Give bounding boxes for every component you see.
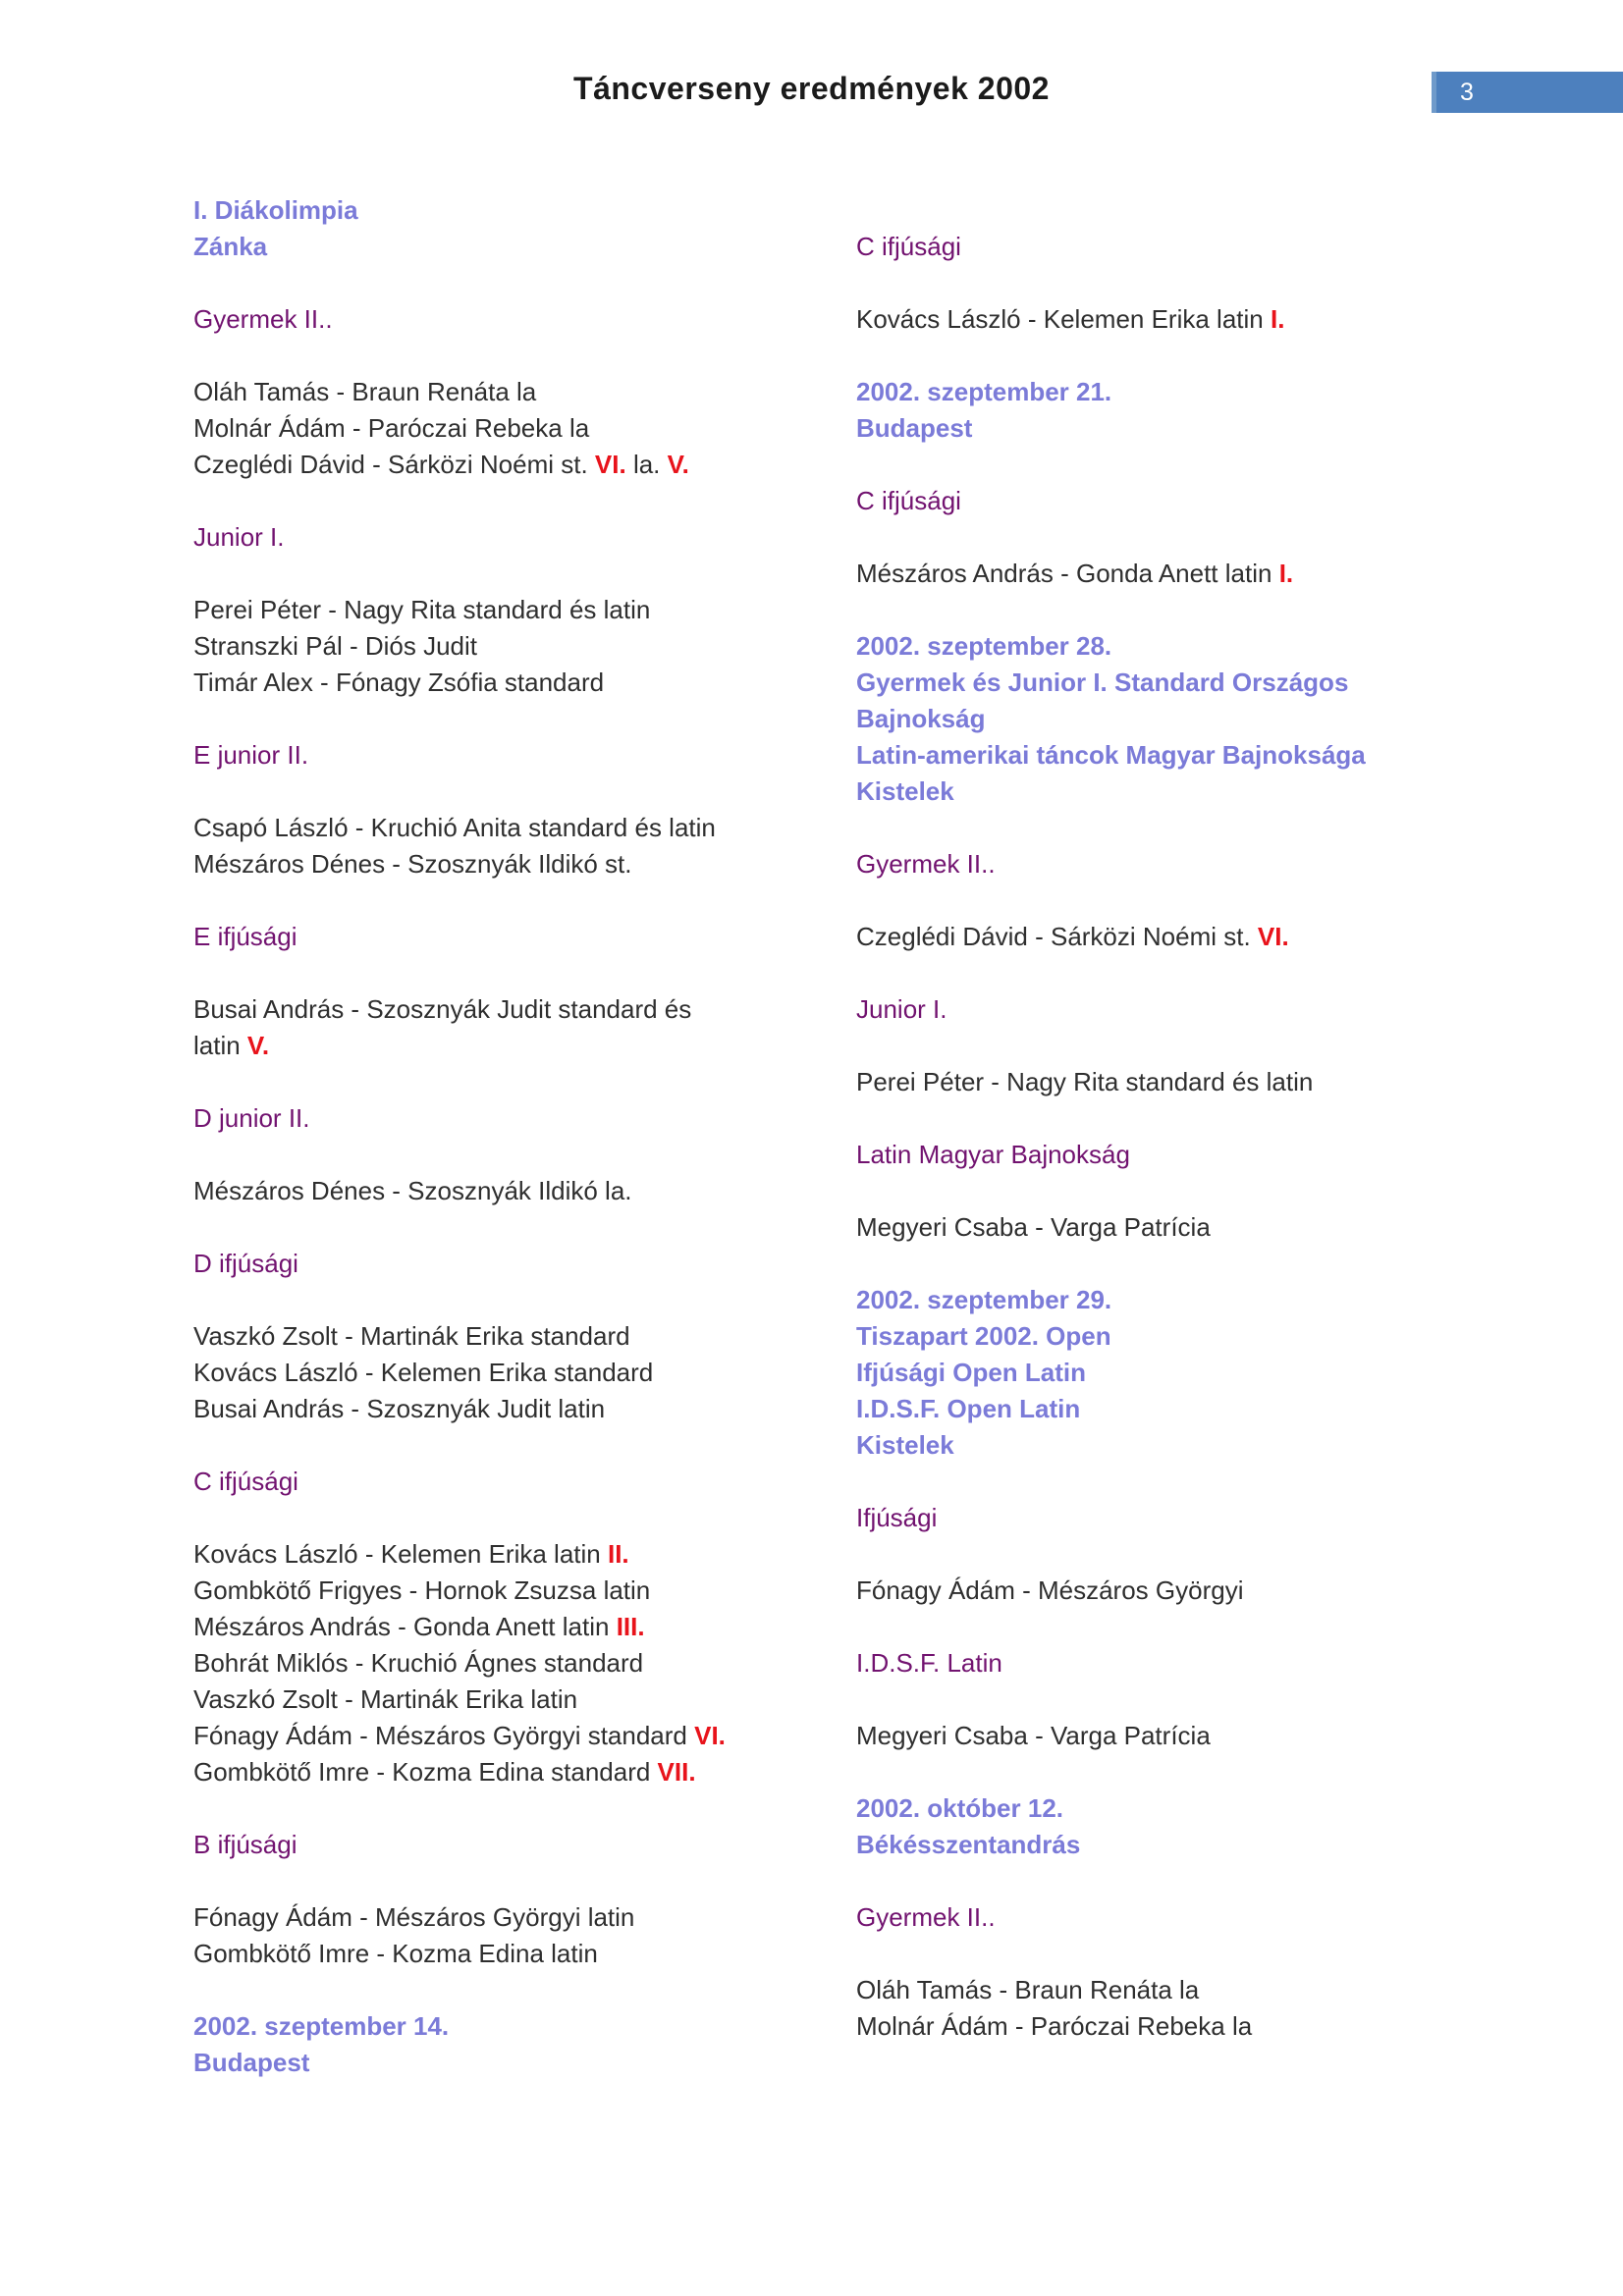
event-heading-block [856,628,1504,810]
placement-numeral: I. [1278,559,1294,588]
text-span: Mészáros András - Gonda Anett latin [193,1612,617,1641]
text-span: Czeglédi Dávid - Sárközi Noémi st. [193,450,595,479]
result-line [193,991,802,1028]
text-span: Ifjúsági Open Latin [856,1358,1087,1387]
category-heading-block [856,1899,1504,1936]
category-heading [193,519,802,556]
category-heading [193,1246,802,1282]
event-heading-line [856,1391,1504,1427]
result-line [856,1064,1504,1100]
category-heading [193,919,802,955]
text-span: Latin-amerikai táncok Magyar Bajnoksága [856,740,1366,770]
text-span: Budapest [193,2048,310,2077]
category-heading-block [193,519,802,556]
text-span: Bohrát Miklós - Kruchió Ágnes standard [193,1648,644,1678]
text-span: Mészáros Dénes - Szosznyák Ildikó la. [193,1176,632,1205]
category-heading [193,1827,802,1863]
placement-numeral: V. [246,1031,270,1060]
text-span: Czeglédi Dávid - Sárközi Noémi st. [856,922,1258,951]
text-span: Megyeri Csaba - Varga Patrícia [856,1212,1211,1242]
text-span: Békésszentandrás [856,1830,1081,1859]
text-span: Zánka [193,232,268,261]
placement-numeral: III. [616,1612,645,1641]
event-heading-line [856,1427,1504,1464]
category-heading-block [193,737,802,774]
result-line [193,1391,802,1427]
result-line [856,919,1504,955]
text-span: Molnár Ádám - Paróczai Rebeka la [193,413,590,443]
category-heading [856,1137,1504,1173]
text-span: E ifjúsági [193,922,298,951]
text-span: Budapest [856,413,973,443]
event-heading-block [856,374,1504,447]
category-heading-block [856,1500,1504,1536]
text-span: Vaszkó Zsolt - Martinák Erika latin [193,1684,578,1714]
text-span: Fónagy Ádám - Mészáros Györgyi [856,1575,1244,1605]
category-heading [193,1464,802,1500]
text-span: Gyermek II.. [856,849,996,879]
results-block [193,1899,802,1972]
category-heading [193,737,802,774]
text-span: Gyermek II.. [856,1902,996,1932]
text-span: Kistelek [856,1430,954,1460]
category-heading [856,483,1504,519]
placement-numeral: VI. [594,450,626,479]
results-block [856,301,1504,338]
event-heading-block [193,192,802,265]
category-heading-block [193,1464,802,1500]
result-line [193,1718,802,1754]
results-block [856,1972,1504,2045]
text-span: Junior I. [856,994,947,1024]
category-heading-block [193,1100,802,1137]
text-span: Kovács László - Kelemen Erika latin [193,1539,608,1569]
text-span: 2002. október 12. [856,1793,1063,1823]
category-heading [193,301,802,338]
placement-numeral: I. [1270,304,1285,334]
page-number-tab [1432,72,1623,113]
category-heading-block [193,919,802,955]
category-heading [856,1645,1504,1682]
results-block [856,1573,1504,1609]
result-line [193,1318,802,1355]
text-span: Kovács László - Kelemen Erika standard [193,1358,654,1387]
results-block [193,1173,802,1209]
event-heading-line [193,229,802,265]
text-span: Perei Péter - Nagy Rita standard és latin [856,1067,1314,1096]
text-span: B ifjúsági [193,1830,298,1859]
text-span: Kovács László - Kelemen Erika latin [856,304,1271,334]
category-heading [856,1500,1504,1536]
event-heading-line [193,192,802,229]
results-block [193,1536,802,1790]
event-heading-line [193,2045,802,2081]
text-span: Vaszkó Zsolt - Martinák Erika standard [193,1321,630,1351]
result-line [193,1028,802,1064]
event-heading-line [856,1827,1504,1863]
result-line [856,1573,1504,1609]
page-number: 3 [1460,78,1474,106]
results-block [856,1209,1504,1246]
category-heading [193,1100,802,1137]
result-line [193,374,802,410]
category-heading-block [856,1645,1504,1682]
placement-numeral: VI. [1257,922,1289,951]
text-span: Gyermek és Junior I. Standard Országos [856,667,1349,697]
result-line [193,1754,802,1790]
result-line [856,1209,1504,1246]
category-heading [856,1899,1504,1936]
category-heading-block [193,1246,802,1282]
text-span: I. Diákolimpia [193,195,358,225]
text-span: Gyermek II.. [193,304,333,334]
results-block [193,1318,802,1427]
event-heading-line [856,1790,1504,1827]
text-span: latin [193,1031,247,1060]
results-block [856,1718,1504,1754]
text-span: Fónagy Ádám - Mészáros Györgyi latin [193,1902,635,1932]
result-line [193,1355,802,1391]
text-span: Fónagy Ádám - Mészáros Györgyi standard [193,1721,695,1750]
text-span: Tiszapart 2002. Open [856,1321,1111,1351]
category-heading [856,846,1504,882]
text-span: Perei Péter - Nagy Rita standard és latin [193,595,651,624]
result-line [193,1609,802,1645]
result-line [193,846,802,882]
text-span: I.D.S.F. Latin [856,1648,1002,1678]
event-heading-line [856,1355,1504,1391]
results-block [193,810,802,882]
event-heading-block [856,1282,1504,1464]
result-line [856,1972,1504,2008]
event-heading-line [856,701,1504,737]
event-heading-line [193,2008,802,2045]
category-heading-block [856,991,1504,1028]
text-span: Busai András - Szosznyák Judit standard és [193,994,692,1024]
event-heading-line [856,628,1504,665]
category-heading-block [856,229,1504,265]
text-span: C ifjúsági [856,232,961,261]
category-heading-block [856,846,1504,882]
result-line [193,665,802,701]
category-heading-block [193,301,802,338]
text-span: Oláh Tamás - Braun Renáta la [856,1975,1200,2004]
event-heading-line [856,665,1504,701]
results-block [193,374,802,483]
text-span: Gombkötő Frigyes - Hornok Zsuzsa latin [193,1575,651,1605]
text-span: Mészáros András - Gonda Anett latin [856,559,1279,588]
event-heading-line [856,374,1504,410]
text-span: Ifjúsági [856,1503,938,1532]
result-line [193,1645,802,1682]
category-heading [856,991,1504,1028]
text-span: 2002. szeptember 28. [856,631,1112,661]
event-heading-line [856,410,1504,447]
text-span: Stranszki Pál - Diós Judit [193,631,477,661]
result-line [193,810,802,846]
result-line [193,592,802,628]
text-span: Mészáros Dénes - Szosznyák Ildikó st. [193,849,632,879]
text-span: Timár Alex - Fónagy Zsófia standard [193,667,605,697]
text-span: Bajnokság [856,704,986,733]
result-line [856,1718,1504,1754]
event-heading-line [856,1282,1504,1318]
text-span: D junior II. [193,1103,310,1133]
text-span: Junior I. [193,522,285,552]
result-line [856,301,1504,338]
placement-numeral: VI. [694,1721,726,1750]
text-span: D ifjúsági [193,1249,298,1278]
text-span: Busai András - Szosznyák Judit latin [193,1394,606,1423]
text-span: C ifjúsági [856,486,961,515]
text-span: Oláh Tamás - Braun Renáta la [193,377,537,406]
content-column-right [856,229,1504,2081]
category-heading-block [193,1827,802,1863]
text-span: Megyeri Csaba - Varga Patrícia [856,1721,1211,1750]
results-block [193,592,802,701]
result-line [193,1536,802,1573]
results-block [856,919,1504,955]
category-heading-block [856,1137,1504,1173]
results-block [856,556,1504,592]
content-column-left [193,192,802,2117]
text-span: 2002. szeptember 21. [856,377,1112,406]
results-block [193,991,802,1064]
result-line [193,447,802,483]
result-line [193,1936,802,1972]
placement-numeral: II. [607,1539,629,1569]
result-line [856,556,1504,592]
result-line [193,1899,802,1936]
event-heading-line [856,1318,1504,1355]
placement-numeral: V. [667,450,689,479]
text-span: 2002. szeptember 29. [856,1285,1112,1314]
result-line [193,1573,802,1609]
results-block [856,1064,1504,1100]
result-line [856,2008,1504,2045]
event-heading-line [856,774,1504,810]
text-span: E junior II. [193,740,309,770]
text-span: la. [625,450,668,479]
event-heading-line [856,737,1504,774]
text-span: Kistelek [856,776,954,806]
text-span: C ifjúsági [193,1467,298,1496]
result-line [193,628,802,665]
category-heading-block [856,483,1504,519]
result-line [193,1173,802,1209]
event-heading-block [193,2008,802,2081]
page-title: Táncverseny eredmények 2002 [573,71,1050,106]
event-heading-block [856,1790,1504,1863]
category-heading [856,229,1504,265]
text-span: Gombkötő Imre - Kozma Edina standard [193,1757,658,1787]
result-line [193,1682,802,1718]
result-line [193,410,802,447]
text-span: Molnár Ádám - Paróczai Rebeka la [856,2011,1253,2041]
text-span: 2002. szeptember 14. [193,2011,450,2041]
text-span: Gombkötő Imre - Kozma Edina latin [193,1939,598,1968]
text-span: Csapó László - Kruchió Anita standard és latin [193,813,716,842]
placement-numeral: VII. [657,1757,696,1787]
text-span: I.D.S.F. Open Latin [856,1394,1081,1423]
text-span: Latin Magyar Bajnokság [856,1140,1130,1169]
